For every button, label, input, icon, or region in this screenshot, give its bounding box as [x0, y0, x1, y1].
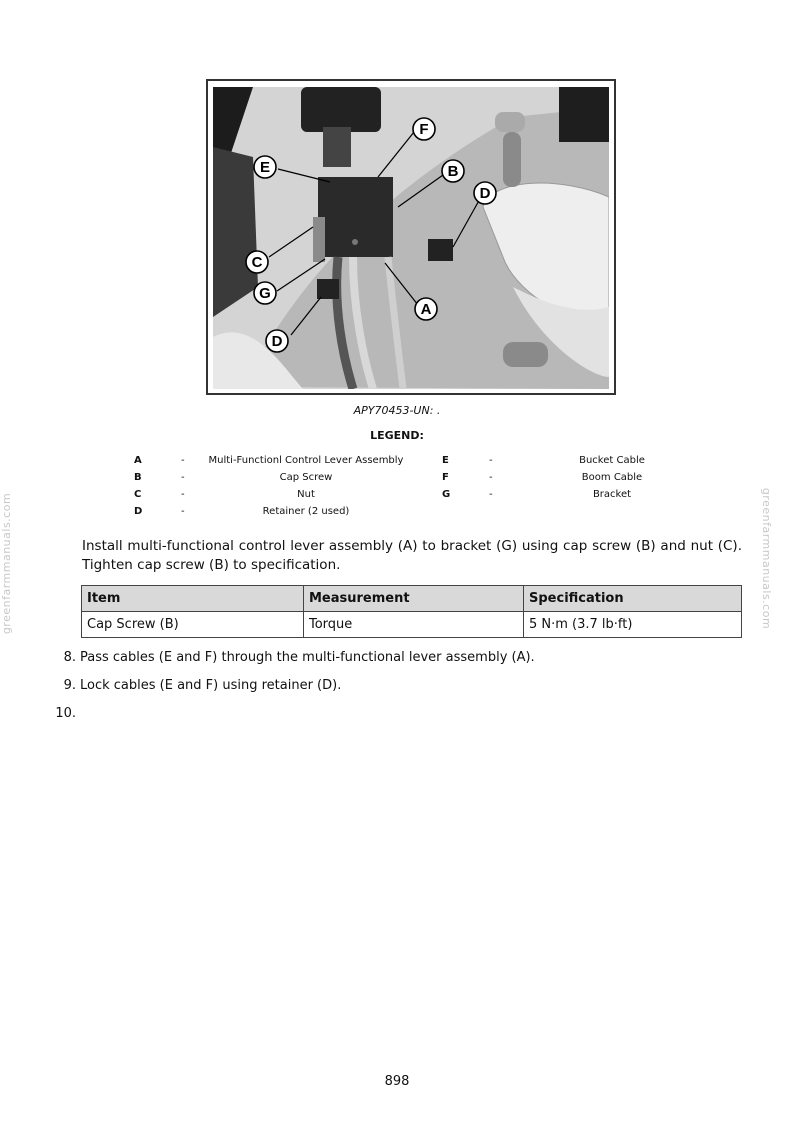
legend-desc: Nut [297, 489, 315, 500]
legend-dash: - [489, 472, 493, 483]
step-number: 10. [55, 706, 76, 721]
legend-row [0, 489, 794, 503]
legend-desc: Boom Cable [581, 472, 643, 483]
legend-letter: C [134, 489, 142, 500]
svg-text:D: D [479, 185, 491, 202]
legend-dash: - [181, 472, 185, 483]
column-header: Item [82, 586, 304, 612]
svg-text:B: B [447, 163, 459, 180]
legend-title: LEGEND: [370, 429, 424, 442]
legend-dash: - [181, 489, 185, 500]
svg-text:C: C [251, 254, 263, 271]
svg-text:E: E [259, 159, 271, 176]
table-cell: 5 N·m (3.7 lb·ft) [524, 612, 742, 638]
step-text: Lock cables (E and F) using retainer (D). [80, 678, 342, 693]
page-number: 898 [384, 1074, 410, 1089]
step-text: Pass cables (E and F) through the multi-functional lever assembly (A). [80, 650, 535, 665]
legend-desc: Cap Screw [279, 472, 333, 483]
svg-text:G: G [259, 285, 271, 302]
figure-caption: APY70453-UN: . [353, 404, 441, 417]
legend-row [0, 455, 794, 469]
table-cell: Cap Screw (B) [82, 612, 304, 638]
legend-row [0, 506, 794, 520]
figure-frame [206, 79, 616, 395]
legend-letter: D [134, 506, 143, 517]
table-cell: Torque [304, 612, 524, 638]
legend-dash: - [489, 455, 493, 466]
legend-desc: Retainer (2 used) [262, 506, 350, 517]
legend-letter: E [442, 455, 449, 466]
svg-text:D: D [271, 333, 283, 350]
step-number: 8. [63, 650, 76, 665]
instruction-text: Install multi-functional control lever assembly (A) to bracket (G) using cap screw (B) and nut (C). Tighten cap screw (B) to specification. [82, 538, 742, 573]
legend-desc: Bracket [592, 489, 632, 500]
legend-letter: B [134, 472, 142, 483]
legend-desc: Multi-Functionl Control Lever Assembly [208, 455, 404, 466]
legend-letter: A [134, 455, 142, 466]
spec-table [81, 585, 742, 638]
svg-text:A: A [420, 301, 432, 318]
table-header-row [82, 586, 742, 612]
control-lever-illustration [213, 87, 609, 389]
legend-letter: F [442, 472, 449, 483]
watermark-left: greenfarmmanuals.com [0, 492, 14, 635]
column-header: Specification [524, 586, 742, 612]
table-row [82, 612, 742, 638]
legend-dash: - [489, 489, 493, 500]
svg-text:F: F [419, 121, 429, 138]
legend-letter: G [442, 489, 451, 500]
legend-dash: - [181, 455, 185, 466]
watermark-right: greenfarmmanuals.com [760, 487, 774, 630]
step-number: 9. [63, 678, 76, 693]
legend-desc: Bucket Cable [579, 455, 645, 466]
legend-row [0, 472, 794, 486]
legend-dash: - [181, 506, 185, 517]
column-header: Measurement [304, 586, 524, 612]
